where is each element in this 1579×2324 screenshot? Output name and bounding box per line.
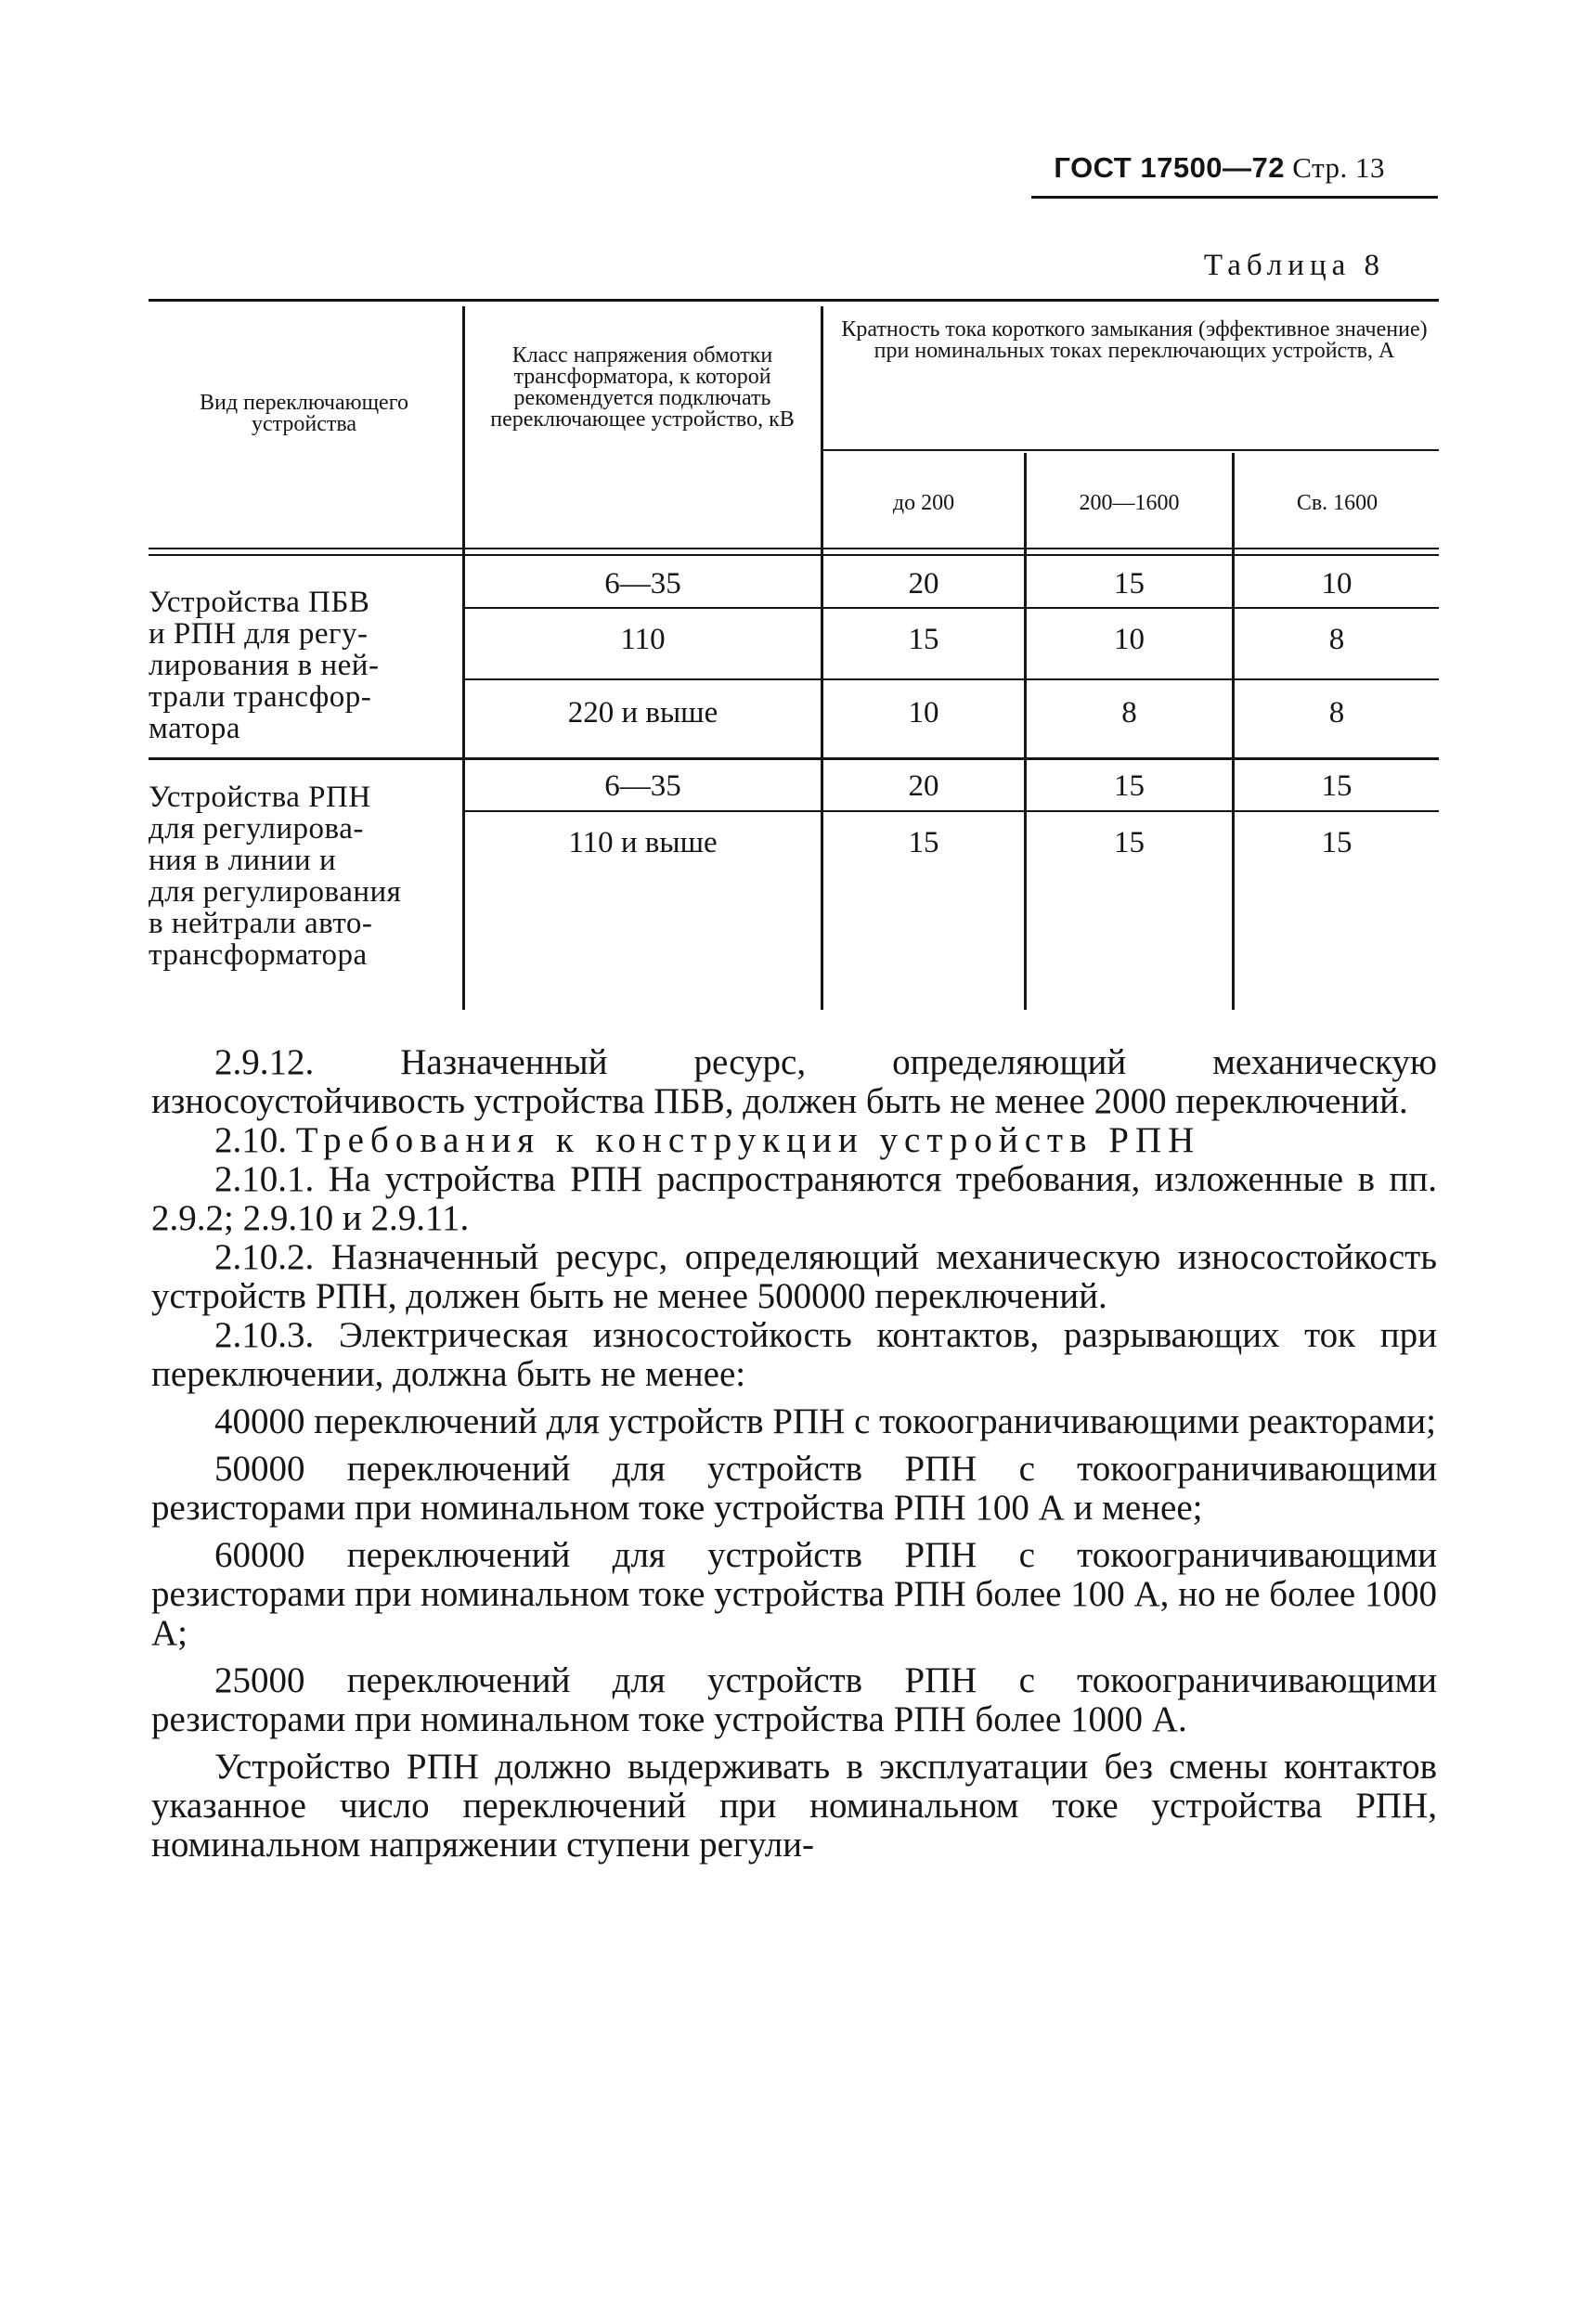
paragraph-2-9-12: 2.9.12. Назначенный ресурс, определяющий механическую износоустойчивость устройства ПБВ, должен быть не менее 2000 переключений. — [151, 1042, 1437, 1121]
cell-voltage: 220 и выше — [567, 696, 718, 729]
subcol-header-2: 200—1600 — [1079, 491, 1180, 515]
row-rule — [465, 678, 1439, 680]
cell-value: 20 — [908, 567, 939, 600]
col-divider-4 — [1232, 453, 1235, 1010]
row-label-group-1: Устройства ПБВ и РПН для регу- лирования в ней- трали трансфор- матора — [149, 586, 380, 745]
page-number: Стр. 13 — [1292, 151, 1385, 184]
cell-value: 15 — [1114, 826, 1145, 859]
list-item-resistors-1000a: 60000 переключений для устройств РПН с токоограничивающими резисторами при номинальном токе устройства РПН более 100 А, но не более 1000 А; — [151, 1535, 1437, 1653]
cell-value: 8 — [1328, 696, 1345, 729]
list-item-resistors-over-1000a: 25000 переключений для устройств РПН с токоограничивающими резисторами при номинальном токе устройства РПН более 1000 А. — [151, 1660, 1437, 1739]
table-caption: Таблица 8 — [1203, 249, 1385, 282]
subcol-header-3: Св. 1600 — [1296, 491, 1378, 515]
list-item-reactors: 40000 переключений для устройств РПН с токоограничивающими реакторами; — [214, 1401, 1436, 1441]
standard-number: ГОСТ 17500—72 — [1054, 151, 1286, 184]
paragraph-2-10-1: 2.10.1. На устройства РПН распространяются требования, изложенные в пп. 2.9.2; 2.9.10 и 2.9.11. — [151, 1159, 1437, 1238]
cell-value: 15 — [1114, 769, 1145, 803]
paragraph-operation: Устройство РПН должно выдерживать в эксплуатации без смены контактов указанное число переключений при номинальном токе устройства РПН, номинальном напряжении ступени регули- — [151, 1747, 1437, 1865]
subcol-header-1: до 200 — [892, 491, 955, 515]
cell-value: 20 — [908, 769, 939, 803]
cell-value: 15 — [1321, 826, 1353, 859]
header-bottom-rule-2 — [149, 554, 1439, 556]
paragraph-2-10-3: 2.10.3. Электрическая износостойкость контактов, разрывающих ток при переключении, должна быть не менее: — [151, 1315, 1437, 1394]
cell-value: 10 — [1114, 623, 1145, 656]
col-divider-3 — [1024, 453, 1027, 1010]
header-mid-rule — [823, 449, 1439, 451]
cell-voltage: 110 — [620, 623, 666, 656]
col-divider-2 — [821, 306, 823, 1010]
col-header-current-ratio: Кратность тока короткого замыкания (эффективное значение) при номинальных токах переключающих устройств, А — [841, 317, 1428, 363]
col-header-voltage-class: Класс напряжения обмотки трансформатора, к которой рекомендуется подключать переключающее устройство, кВ — [490, 343, 795, 432]
header-bottom-rule — [149, 548, 1439, 549]
cell-voltage: 6—35 — [604, 567, 681, 600]
cell-value: 8 — [1121, 696, 1137, 729]
row-rule — [465, 810, 1439, 812]
cell-value: 10 — [908, 696, 939, 729]
cell-value: 15 — [908, 826, 939, 859]
cell-voltage: 6—35 — [604, 769, 681, 803]
row-label-group-2: Устройства РПН для регулирова- ния в линии и для регулирования в нейтрали авто- трансформатора — [149, 781, 402, 972]
cell-value: 15 — [1114, 567, 1145, 600]
cell-value: 10 — [1321, 567, 1353, 600]
header-rule — [1031, 196, 1438, 199]
cell-value: 15 — [1321, 769, 1353, 803]
col-divider-1 — [462, 306, 465, 1010]
list-item-resistors-100a: 50000 переключений для устройств РПН с токоограничивающими резисторами при номинальном токе устройства РПН 100 А и менее; — [151, 1449, 1437, 1528]
cell-value: 15 — [908, 623, 939, 656]
section-heading-2-10: 2.10. Требования к конструкции устройств РПН — [214, 1120, 1201, 1160]
page-header — [1054, 151, 1385, 185]
paragraph-2-10-2: 2.10.2. Назначенный ресурс, определяющий механическую износостойкость устройств РПН, должен быть не менее 500000 переключений. — [151, 1237, 1437, 1316]
table-top-rule — [149, 299, 1439, 302]
cell-value: 8 — [1328, 623, 1345, 656]
group-rule — [149, 757, 1439, 760]
col-header-device-type: Вид переключающего устройства — [200, 391, 408, 436]
row-rule — [465, 607, 1439, 609]
body-text — [151, 1043, 1437, 1865]
cell-voltage: 110 и выше — [568, 826, 718, 859]
